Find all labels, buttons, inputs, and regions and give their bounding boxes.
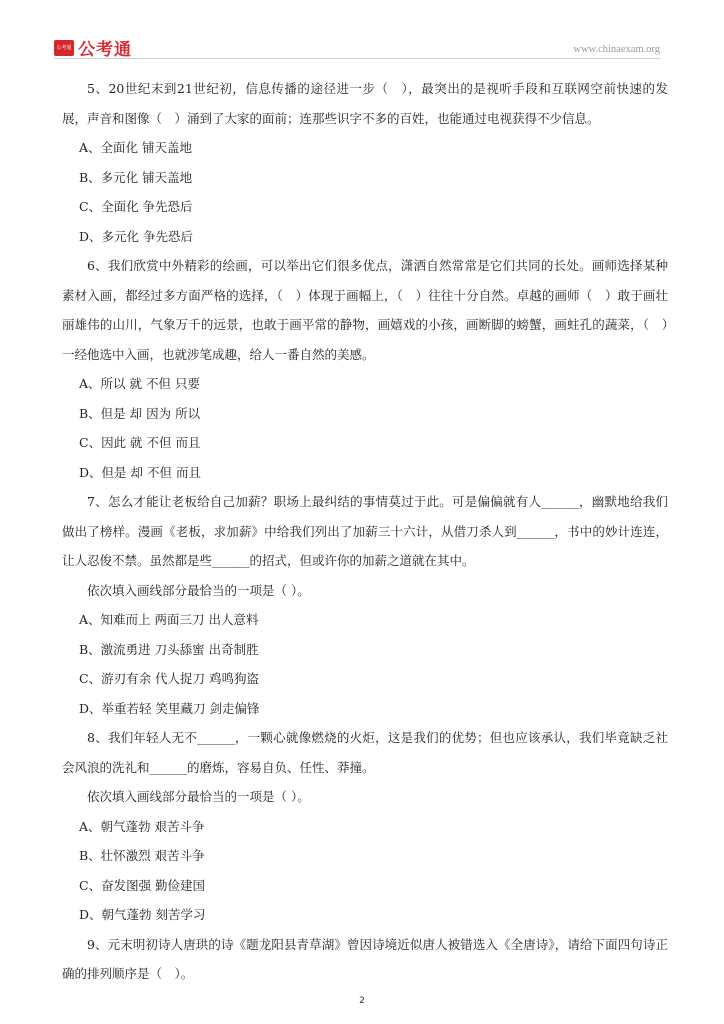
- page-header: [0, 0, 724, 62]
- answer-option: A、朝气蓬勃 艰苦斗争: [79, 818, 205, 834]
- answer-option: A、全面化 铺天盖地: [79, 140, 193, 155]
- answer-option: C、游刃有余 代人捉刀 鸡鸣狗盗: [79, 671, 260, 686]
- answer-option: D、多元化 争先恐后: [79, 228, 193, 244]
- answer-option: A、知难而上 两面三刀 出人意料: [79, 612, 259, 627]
- answer-option: A、所以 就 不但 只要: [79, 376, 200, 391]
- question-text: 9、元末明初诗人唐珙的诗《题龙阳县青草湖》曾因诗境近似唐人被错选入《全唐诗》，请给下面四句诗正确的排列顺序是（ ）。: [62, 936, 668, 981]
- question-text: 8、我们年轻人无不______，一颗心就像燃烧的火炬，这是我们的优势；但也应该承认，我们毕竟缺乏社会风浪的洗礼和______的磨炼，容易自负、任性、莽撞。: [62, 730, 668, 775]
- answer-option: B、多元化 铺天盖地: [79, 169, 193, 185]
- answer-option: D、但是 却 不但 而且: [79, 464, 201, 480]
- question-text: 依次填入画线部分最恰当的一项是（ ）。: [87, 582, 310, 598]
- answer-option: D、朝气蓬勃 刻苦学习: [79, 907, 206, 922]
- header-divider: [54, 58, 660, 59]
- site-url[interactable]: www.chinaexam.org: [573, 44, 660, 55]
- answer-option: D、举重若轻 笑里藏刀 剑走偏锋: [79, 700, 260, 716]
- logo-badge-icon: 公考通: [54, 40, 74, 56]
- question-text: 7、怎么才能让老板给自己加薪？职场上最纠结的事情莫过于此。可是偏偏就有人______，幽默地给我们做出了榜样。漫画《老板，求加薪》中给我们列出了加薪三十六计，从借刀杀人到______，书中的妙计连连，让人忍俊不禁。虽然都是些______的招式，但或许你的加薪之道就在其中。: [62, 494, 668, 568]
- question-text: 5、20世纪末到21世纪初，信息传播的途径进一步（ ），最突出的是视听手段和互联网空前快速的发展，声音和图像（ ）涌到了大家的面前；连那些识字不多的百姓，也能通过电视获得不少信息。: [62, 81, 668, 126]
- page-number: 2: [359, 996, 365, 1006]
- answer-option: C、因此 就 不但 而且: [79, 435, 201, 450]
- logo-text: 公考通: [78, 40, 132, 60]
- logo[interactable]: [54, 35, 132, 60]
- answer-option: C、奋发图强 勤俭建国: [79, 877, 206, 893]
- question-text: 6、我们欣赏中外精彩的绘画，可以举出它们很多优点，潇洒自然常常是它们共同的长处。画师选择某种素材入画，都经过多方面严格的选择，（ ）体现于画幅上，（ ）往往十分自然。卓越的画师（ ）敢于画壮丽雄伟的山川，气象万千的远景，也敢于画平常的静物，画嬉戏的小孩，画断脚的螃蟹，画蛀孔的蔬菜，（ ）一经他选中入画，也就涉笔成趣，给人一番自然的美感。: [62, 258, 668, 362]
- answer-option: B、壮怀激烈 艰苦斗争: [79, 848, 205, 863]
- question-text: 依次填入画线部分最恰当的一项是（ ）。: [87, 789, 310, 804]
- document-body: [62, 74, 668, 989]
- answer-option: B、但是 却 因为 所以: [79, 405, 201, 421]
- answer-option: C、全面化 争先恐后: [79, 199, 193, 214]
- answer-option: B、激流勇进 刀头舔蜜 出奇制胜: [79, 641, 259, 657]
